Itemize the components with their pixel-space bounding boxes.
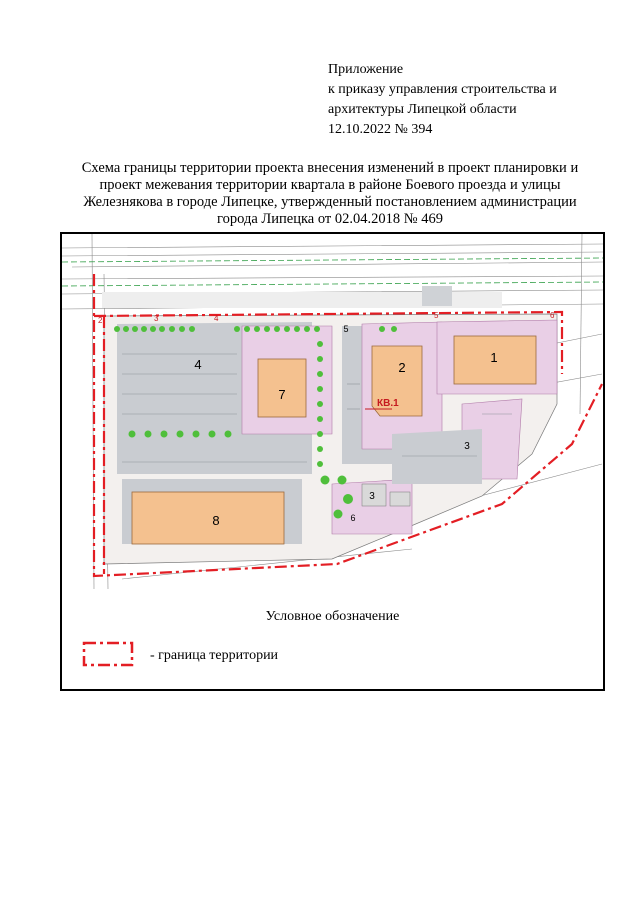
plot-label-3b: 3 xyxy=(369,491,375,502)
title-line-4: города Липецка от 02.04.2018 № 469 xyxy=(217,211,443,227)
appendix-header xyxy=(328,60,618,140)
appendix-line-4: 12.10.2022 № 394 xyxy=(328,122,433,137)
block-label: КВ.1 xyxy=(377,398,399,409)
plot-label-8: 8 xyxy=(212,513,220,528)
title-line-2: проект межевания территории квартала в районе Боевого проезда и улицы xyxy=(99,177,561,193)
legend-item-boundary: - граница территории xyxy=(150,648,279,663)
appendix-line-1: Приложение xyxy=(328,62,404,77)
road-area xyxy=(102,286,502,308)
edge-number-5: 5 xyxy=(434,311,439,320)
edge-number-6: 6 xyxy=(550,311,555,320)
document-title xyxy=(50,160,610,228)
edge-number-4: 4 xyxy=(214,314,219,323)
appendix-line-3: архитектуры Липецкой области xyxy=(328,102,517,117)
boundary-legend-icon xyxy=(80,639,136,669)
building-8 xyxy=(132,492,284,544)
appendix-line-2: к приказу управления строительства и xyxy=(328,82,557,97)
plot-label-1: 1 xyxy=(490,350,498,365)
road-lines xyxy=(62,258,603,286)
plot-label-4: 4 xyxy=(194,357,202,372)
plot-label-2: 2 xyxy=(398,360,406,375)
plot-label-7: 7 xyxy=(278,387,286,402)
title-line-1: Схема границы территории проекта внесения изменений в проект планировки и xyxy=(81,160,579,176)
scheme-frame xyxy=(60,232,605,691)
territory-map xyxy=(62,234,603,589)
plot-label-5: 5 xyxy=(343,324,349,334)
edge-number-3: 3 xyxy=(154,314,159,323)
plot-label-6: 6 xyxy=(350,513,356,523)
title-line-3: Железнякова в городе Липецке, утвержденный постановлением администрации xyxy=(83,194,577,210)
legend-title: Условное обозначение xyxy=(265,609,400,624)
plot-label-3a: 3 xyxy=(464,441,470,452)
edge-number-2: 2 xyxy=(98,316,103,325)
